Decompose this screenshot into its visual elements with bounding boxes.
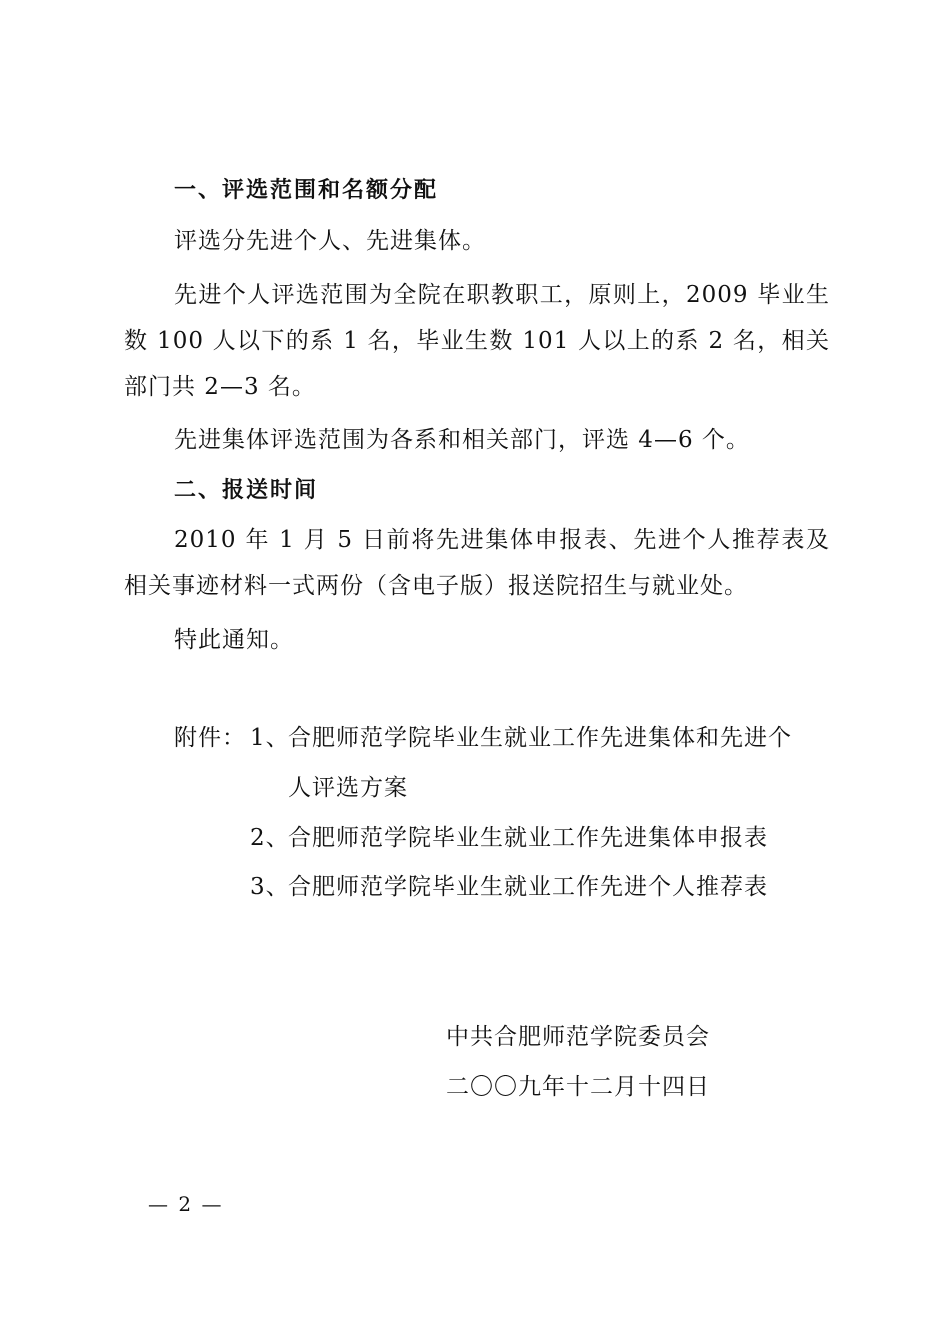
attachment-1-title-cont: 人评选方案 [288, 775, 408, 801]
attachments-label: 附件： [174, 725, 246, 751]
notice-closing: 特此通知。 [174, 627, 294, 653]
paragraph-collective-scope: 先进集体评选范围为各系和相关部门，评选 4—6 个。 [174, 427, 750, 453]
attachment-1-title: 合肥师范学院毕业生就业工作先进集体和先进个 [288, 725, 792, 751]
attachment-2-number: 2、 [250, 825, 290, 851]
signature-date: 二〇〇九年十二月十四日 [446, 1074, 710, 1100]
paragraph-deadline: 2010 年 1 月 5 日前将先进集体申报表、先进个人推荐表及相关事迹材料一式两份（含电子版）报送院招生与就业处。 [124, 527, 830, 599]
attachment-3-number: 3、 [250, 874, 290, 900]
paragraph-types: 评选分先进个人、先进集体。 [174, 228, 486, 254]
attachment-1-number: 1、 [250, 725, 290, 751]
attachment-3-title: 合肥师范学院毕业生就业工作先进个人推荐表 [288, 874, 768, 900]
paragraph-individual-scope: 先进个人评选范围为全院在职教职工，原则上，2009 毕业生数 100 人以下的系 1 名，毕业生数 101 人以上的系 2 名，相关部门共 2—3 名。 [124, 282, 830, 400]
attachment-2-title: 合肥师范学院毕业生就业工作先进集体申报表 [288, 825, 768, 851]
signature-organization: 中共合肥师范学院委员会 [446, 1024, 710, 1050]
section-heading-2: 二、报送时间 [174, 478, 319, 503]
page-number: — 2 — [148, 1192, 224, 1216]
section-heading-1: 一、评选范围和名额分配 [174, 178, 439, 203]
